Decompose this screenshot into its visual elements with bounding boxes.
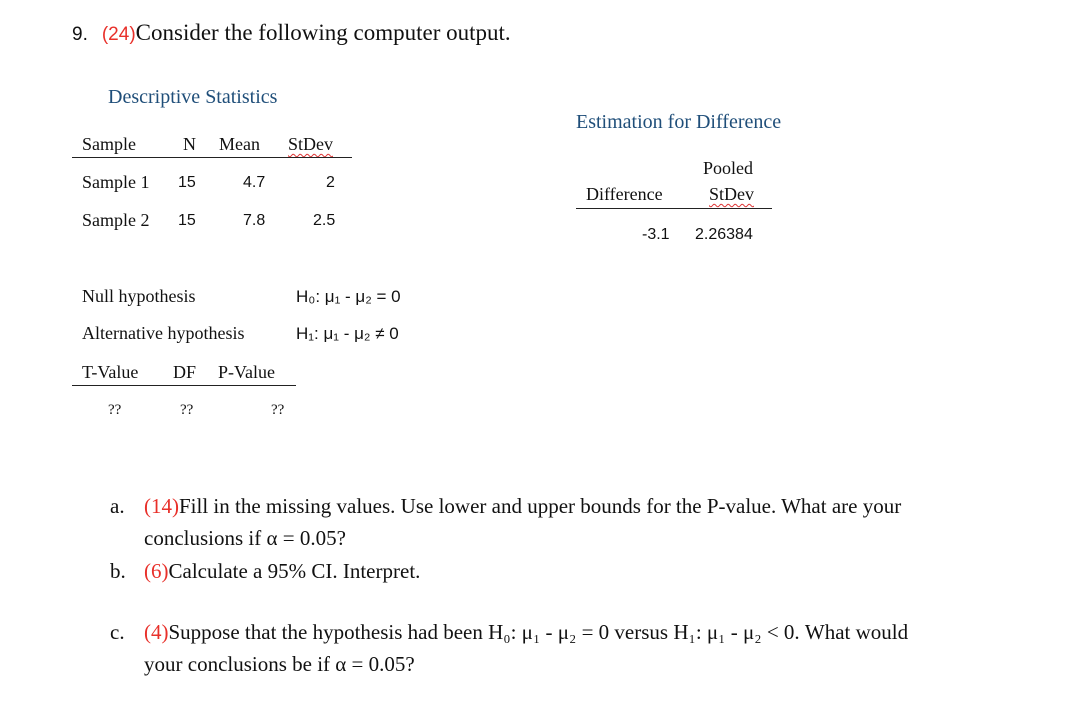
estimation-header-difference: Difference	[586, 184, 663, 204]
desc-row1-stdev: 2	[326, 174, 335, 191]
question-number: 9.	[72, 24, 88, 45]
part-a-line1	[110, 494, 901, 519]
desc-header-stdev: StDev	[288, 134, 333, 154]
part-b-letter: b.	[110, 559, 126, 583]
test-tvalue-missing: ??	[108, 402, 122, 418]
desc-header-n: N	[183, 134, 196, 154]
part-a-text: Fill in the missing values. Use lower and upper bounds for the P-value. What are your	[179, 494, 902, 518]
desc-row2-mean: 7.8	[243, 212, 266, 229]
part-a-line2: conclusions if α = 0.05?	[144, 526, 346, 550]
test-df-missing: ??	[180, 402, 194, 418]
alt-hypothesis-value: H₁: μ₁ - μ₂ ≠ 0	[296, 324, 399, 343]
estimation-difference-value: -3.1	[642, 226, 670, 243]
desc-row1-mean: 4.7	[243, 174, 266, 191]
part-a-letter: a.	[110, 494, 125, 518]
part-b-line1	[110, 559, 420, 584]
part-c-text: Suppose that the hypothesis had been H₀: μ₁ - μ₂ = 0 versus H₁: μ₁ - μ₂ < 0. What would	[168, 620, 909, 644]
estimation-pooled-stdev-value: 2.26384	[695, 226, 753, 243]
estimation-header-pooled: Pooled	[703, 158, 754, 178]
part-c-letter: c.	[110, 620, 125, 644]
desc-row1-sample: Sample 1	[82, 172, 150, 192]
part-c-line1	[110, 620, 908, 645]
test-header-tvalue: T-Value	[82, 362, 139, 382]
part-c-points: (4)	[144, 620, 169, 644]
alt-hypothesis-label: Alternative hypothesis	[82, 323, 245, 343]
null-hypothesis-label: Null hypothesis	[82, 286, 196, 306]
desc-row2-stdev: 2.5	[313, 212, 336, 229]
question-header	[72, 20, 511, 46]
test-header-rule	[72, 385, 296, 386]
part-c-line2: your conclusions be if α = 0.05?	[144, 652, 415, 676]
test-header-df: DF	[173, 362, 197, 382]
desc-header-mean: Mean	[219, 134, 260, 154]
test-pvalue-missing: ??	[271, 402, 285, 418]
question-points: (24)	[101, 24, 136, 45]
question-prompt: Consider the following computer output.	[135, 20, 511, 45]
part-a-points: (14)	[144, 494, 179, 518]
descriptive-statistics-title: Descriptive Statistics	[108, 86, 278, 108]
desc-row2-sample: Sample 2	[82, 210, 150, 230]
part-b-points: (6)	[144, 559, 169, 583]
desc-header-rule	[72, 157, 352, 158]
test-header-pvalue: P-Value	[218, 362, 275, 382]
estimation-title: Estimation for Difference	[576, 111, 782, 133]
desc-row2-n: 15	[178, 212, 196, 229]
estimation-header-stdev: StDev	[709, 184, 754, 204]
desc-row1-n: 15	[178, 174, 196, 191]
null-hypothesis-value: H₀: μ₁ - μ₂ = 0	[296, 287, 401, 306]
desc-header-sample: Sample	[82, 134, 136, 154]
part-b-text: Calculate a 95% CI. Interpret.	[168, 559, 421, 583]
estimation-header-rule	[576, 208, 772, 209]
